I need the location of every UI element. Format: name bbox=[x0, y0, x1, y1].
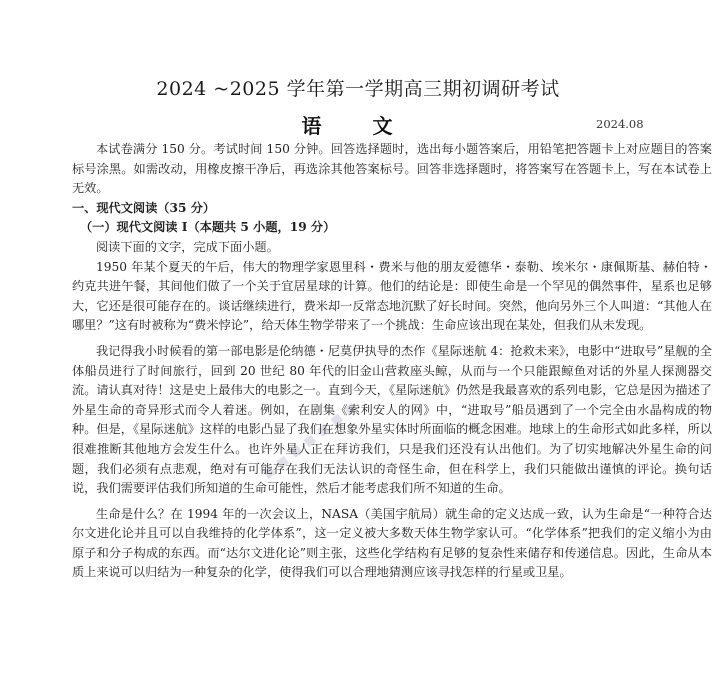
passage-paragraph: 我记得我小时候看的第一部电影是伦纳德・尼莫伊执导的杰作《星际迷航 4：抢救未来》，电影中“进取号”星舰的全体船员进行了时间旅行，回到 20 世纪 80 年代的旧金山营救座头鲸，从而与一个只能跟鲸鱼对话的外星人探测器交流。请认真对待！这是史上最伟大的电影之一。直到今天，《星际迷航》仍然是我最喜欢的系列电影，它总是因为描述了外星生命的奇异形式而令人着迷。例如，在剧集《索利安人的网》中，“进取号”船员遇到了一个完全由水晶构成的物种。但是，《星际迷航》这样的电影凸显了我们在想象外星实体时所面临的概念困难。地球上的生命形式如此多样，所以很难推断其他地方会发生什么。也许外星人正在拜访我们，只是我们还没有认出他们。为了切实地解决外星生命的问题，我们必须有点悲观，绝对有可能存在我们无法认识的奇怪生命，但在科学上，我们只能做出谨慎的评论。换句话说，我们需要评估我们所知道的生命可能性，然后才能考虑我们所不知道的生命。 bbox=[72, 343, 712, 496]
passage-paragraph: 生命是什么？在 1994 年的一次会议上，NASA（美国宇航局）就生命的定义达成一致，认为生命是“一种符合达尔文进化论并且可以自我维持的化学体系”，这一定义被大多数天体生物学家认可。“化学体系”把我们的定义缩小为由原子和分子构成的东西。而“达尔文进化论”则主张，这些化学结构有足够的复杂性来储存和传递信息。因此，生命从本质上来说可以归结为一种复杂的化学，使得我们可以合理地猜测应该寻找怎样的行星或卫星。 bbox=[72, 506, 712, 580]
subject-title: 语 文 bbox=[301, 114, 415, 138]
watermark: ■ ■ ■ ■ ■ ■ ■ bbox=[260, 399, 360, 482]
subsection-heading: （一）现代文阅读 I（本题共 5 小题，19 分） bbox=[80, 220, 336, 235]
section-heading: 一、现代文阅读（35 分） bbox=[72, 200, 216, 215]
reading-prompt: 阅读下面的文字，完成下面小题。 bbox=[96, 239, 279, 254]
exam-title: 2024 ~2025 学年第一学期高三期初调研考试 bbox=[156, 78, 560, 100]
exam-date: 2024.08 bbox=[596, 117, 644, 131]
document-body bbox=[72, 140, 712, 583]
exam-instructions: 本试卷满分 150 分。考试时间 150 分钟。回答选择题时，选出每小题答案后，用铅笔把答题卡上对应题目的答案标号涂黑。如需改动，用橡皮擦干净后，再选涂其他答案标号。回答非选择题时，将答案写在答题卡上，写在本试卷上无效。 bbox=[72, 142, 712, 196]
passage-paragraph: 1950 年某个夏天的午后，伟大的物理学家恩里科・费米与他的朋友爱德华・泰勒、埃米尔・康佩斯基、赫伯特・约克共进午餐，其间他们做了一个关于宜居星球的计算。他们的结论是：即使生命是一个罕见的偶然事件，星系也足够大，它还是很可能存在的。谈话继续进行，费米却一反常态地沉默了好长时间。突然，他向另外三个人叫道：“其他人在哪里？”这有时被称为“费米悖论”，给天体生物学带来了一个挑战：生命应该出现在某处，但我们从未发现。 bbox=[72, 259, 712, 333]
